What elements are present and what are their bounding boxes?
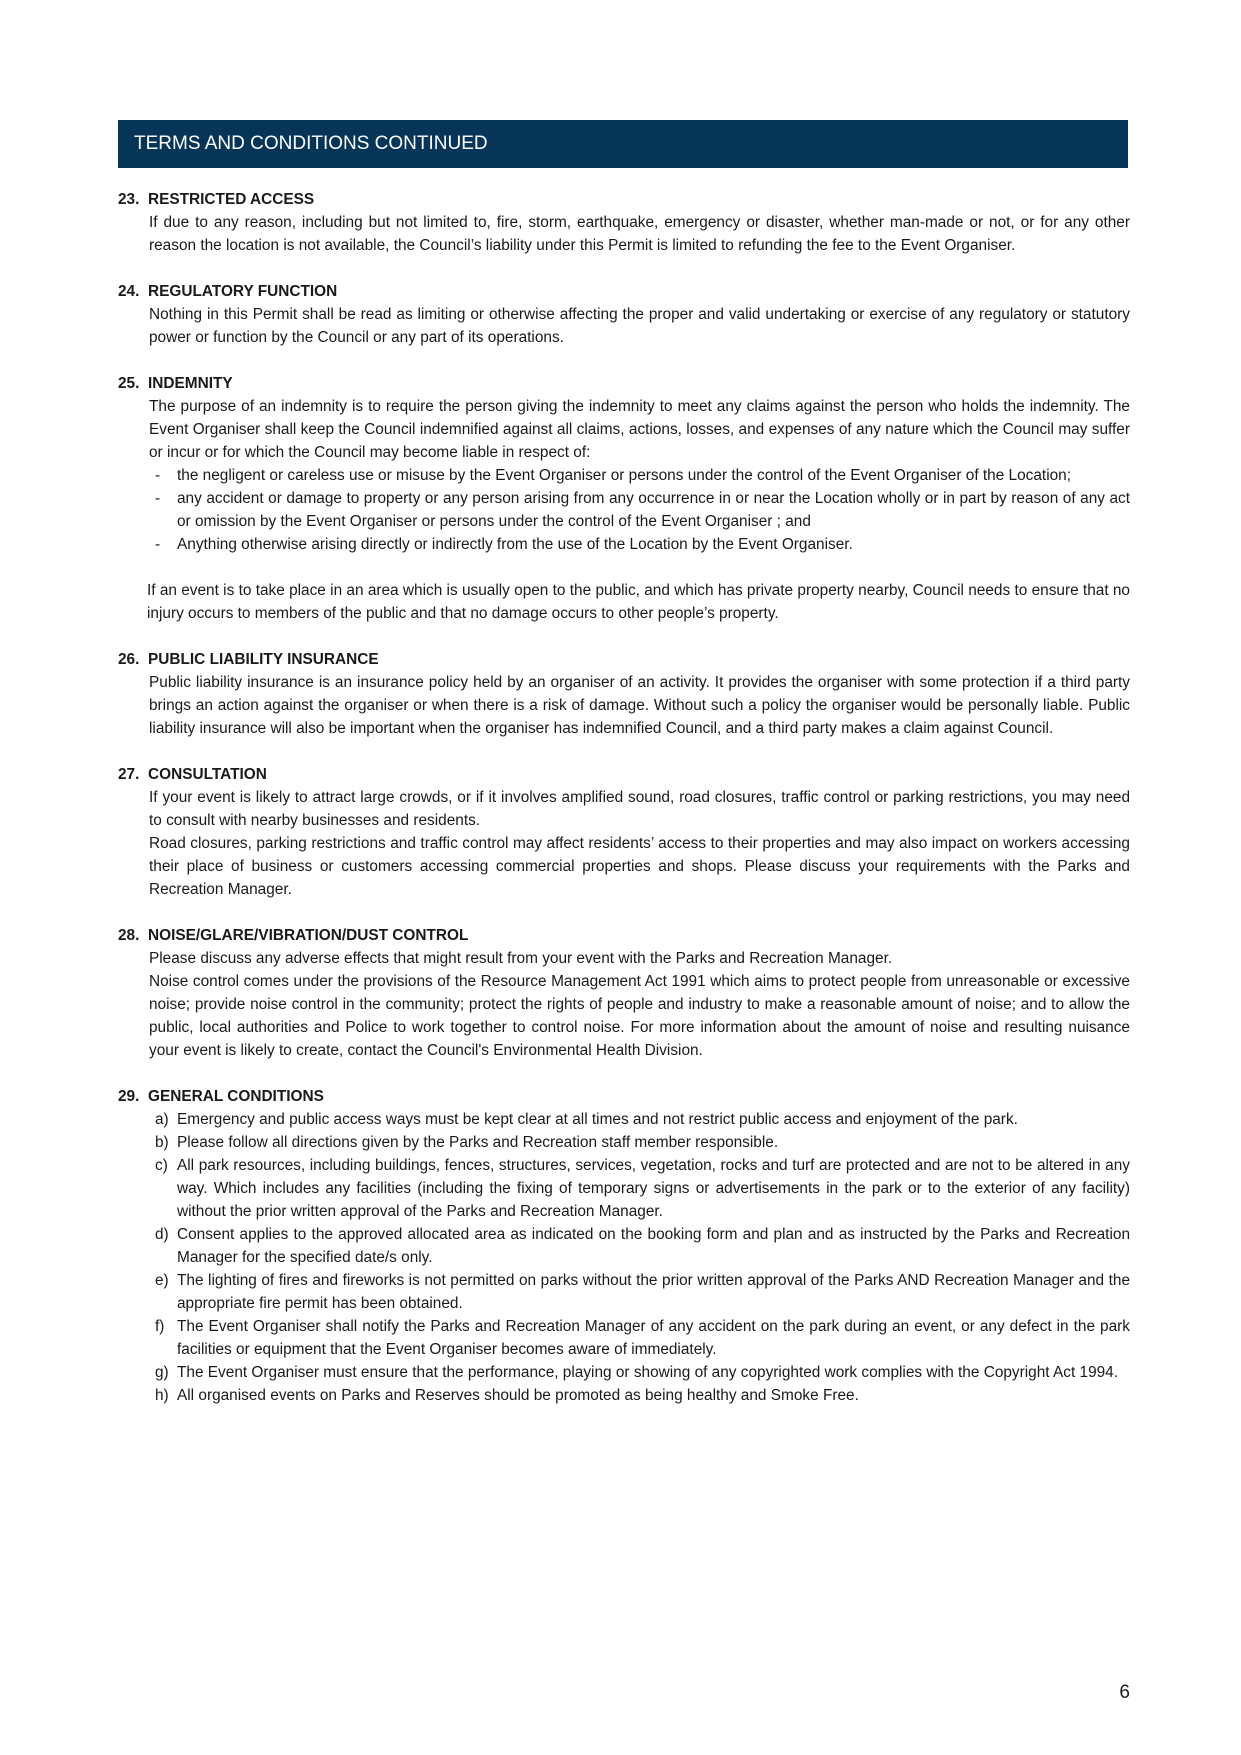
section-heading	[118, 648, 1130, 671]
banner-title: TERMS AND CONDITIONS CONTINUED	[134, 133, 488, 154]
section-heading	[118, 763, 1130, 786]
general-conditions-list	[118, 1108, 1130, 1407]
section-number: 25.	[118, 375, 140, 392]
list-item: b) Please follow all directions given by the Parks and Recreation staff member responsible.	[155, 1134, 779, 1151]
list-item: - the negligent or careless use or misuse by the Event Organiser or persons under the control of the Event Organiser of the Location;	[118, 464, 1130, 487]
dash-bullet: -	[155, 467, 161, 484]
section-paragraph: The purpose of an indemnity is to require the person giving the indemnity to meet any claims against the person who holds the indemnity. The Event Organiser shall keep the Council indemnified against all claims, actions, losses, and expenses of any nature which the Council may suffer or incur or for which the Council may become liable in respect of:	[149, 398, 1130, 461]
page-number: 6	[1119, 1682, 1130, 1703]
section-heading	[118, 924, 1130, 947]
section-indemnity	[118, 372, 1130, 625]
section-title: PUBLIC LIABILITY INSURANCE	[148, 651, 379, 668]
section-number: 24.	[118, 283, 140, 300]
section-paragraph: Nothing in this Permit shall be read as limiting or otherwise affecting the proper and valid undertaking or exercise of any regulatory or statutory power or function by the Council or any part of its operations.	[149, 306, 1130, 346]
section-consultation	[118, 763, 1130, 901]
section-noise-control	[118, 924, 1130, 1062]
section-heading	[118, 188, 1130, 211]
list-item: g) The Event Organiser must ensure that the performance, playing or showing of any copyrighted work complies with the Copyright Act 1994.	[155, 1364, 1119, 1381]
section-regulatory-function	[118, 280, 1130, 349]
section-restricted-access	[118, 188, 1130, 257]
list-item: a) Emergency and public access ways must be kept clear at all times and not restrict public access and enjoyment of the park.	[155, 1111, 1018, 1128]
section-heading	[118, 1085, 1130, 1108]
section-paragraph: If an event is to take place in an area which is usually open to the public, and which has private property nearby, Council needs to ensure that no injury occurs to members of the public and that no damage occurs to other people’s property.	[147, 582, 1130, 622]
list-item: h) All organised events on Parks and Reserves should be promoted as being healthy and Smoke Free.	[155, 1387, 859, 1404]
list-item: e) The lighting of fires and fireworks is not permitted on parks without the prior written approval of the Parks AND Recreation Manager and the appropriate fire permit has been obtained.	[155, 1272, 1130, 1312]
section-number: 26.	[118, 651, 140, 668]
list-item: - any accident or damage to property or any person arising from any occurrence in or near the Location wholly or in part by reason of any act or omission by the Event Organiser or persons under the control of the Event Organiser ; and	[118, 487, 1130, 533]
list-item: f) The Event Organiser shall notify the Parks and Recreation Manager of any accident on the park during an event, or any defect in the park facilities or equipment that the Event Organiser becomes aware of immediately.	[155, 1318, 1130, 1358]
list-item: c) All park resources, including buildings, fences, structures, services, vegetation, rocks and turf are protected and are not to be altered in any way. Which includes any facilities (including the fixing of temporary signs or advertisements in the park or to the exterior of any facility) without the prior written approval of the Parks and Recreation Manager.	[155, 1157, 1130, 1220]
section-banner	[118, 120, 1128, 168]
section-paragraph: Please discuss any adverse effects that might result from your event with the Parks and Recreation Manager.	[149, 950, 893, 967]
section-title: REGULATORY FUNCTION	[148, 283, 338, 300]
section-paragraph: If your event is likely to attract large crowds, or if it involves amplified sound, road closures, traffic control or parking restrictions, you may need to consult with nearby businesses and residents.	[149, 789, 1130, 829]
dash-bullet: -	[155, 490, 161, 507]
section-title: CONSULTATION	[148, 766, 267, 783]
document-body	[118, 188, 1130, 1430]
section-paragraph: Noise control comes under the provisions of the Resource Management Act 1991 which aims to protect people from unreasonable or excessive noise; provide noise control in the community; protect the rights of people and industry to make a reasonable amount of noise; and to allow the public, local authorities and Police to work together to control noise. For more information about the amount of noise and resulting nuisance your event is likely to create, contact the Council's Environmental Health Division.	[149, 973, 1130, 1059]
indemnity-list	[118, 464, 1130, 556]
section-heading	[118, 280, 1130, 303]
section-title: INDEMNITY	[148, 375, 233, 392]
section-title: NOISE/GLARE/VIBRATION/DUST CONTROL	[148, 927, 469, 944]
list-item: d) Consent applies to the approved allocated area as indicated on the booking form and plan and as instructed by the Parks and Recreation Manager for the specified date/s only.	[155, 1226, 1130, 1266]
section-number: 23.	[118, 191, 140, 208]
list-item: - Anything otherwise arising directly or indirectly from the use of the Location by the Event Organiser.	[118, 533, 1130, 556]
section-number: 27.	[118, 766, 140, 783]
section-number: 29.	[118, 1088, 140, 1105]
section-public-liability-insurance	[118, 648, 1130, 740]
section-number: 28.	[118, 927, 140, 944]
section-paragraph: If due to any reason, including but not limited to, fire, storm, earthquake, emergency or disaster, whether man-made or not, or for any other reason the location is not available, the Council’s liability under this Permit is limited to refunding the fee to the Event Organiser.	[149, 214, 1130, 254]
dash-bullet: -	[155, 536, 161, 553]
section-title: GENERAL CONDITIONS	[148, 1088, 324, 1105]
section-paragraph: Public liability insurance is an insurance policy held by an organiser of an activity. It provides the organiser with some protection if a third party brings an action against the organiser or when there is a risk of damage. Without such a policy the organiser would be personally liable. Public liability insurance will also be important when the organiser has indemnified Council, and a third party makes a claim against Council.	[149, 674, 1130, 737]
section-general-conditions	[118, 1085, 1130, 1407]
section-title: RESTRICTED ACCESS	[148, 191, 315, 208]
section-heading	[118, 372, 1130, 395]
section-paragraph: Road closures, parking restrictions and traffic control may affect residents’ access to their properties and may also impact on workers accessing their place of business or customers accessing commercial properties and shops. Please discuss your requirements with the Parks and Recreation Manager.	[149, 835, 1130, 898]
